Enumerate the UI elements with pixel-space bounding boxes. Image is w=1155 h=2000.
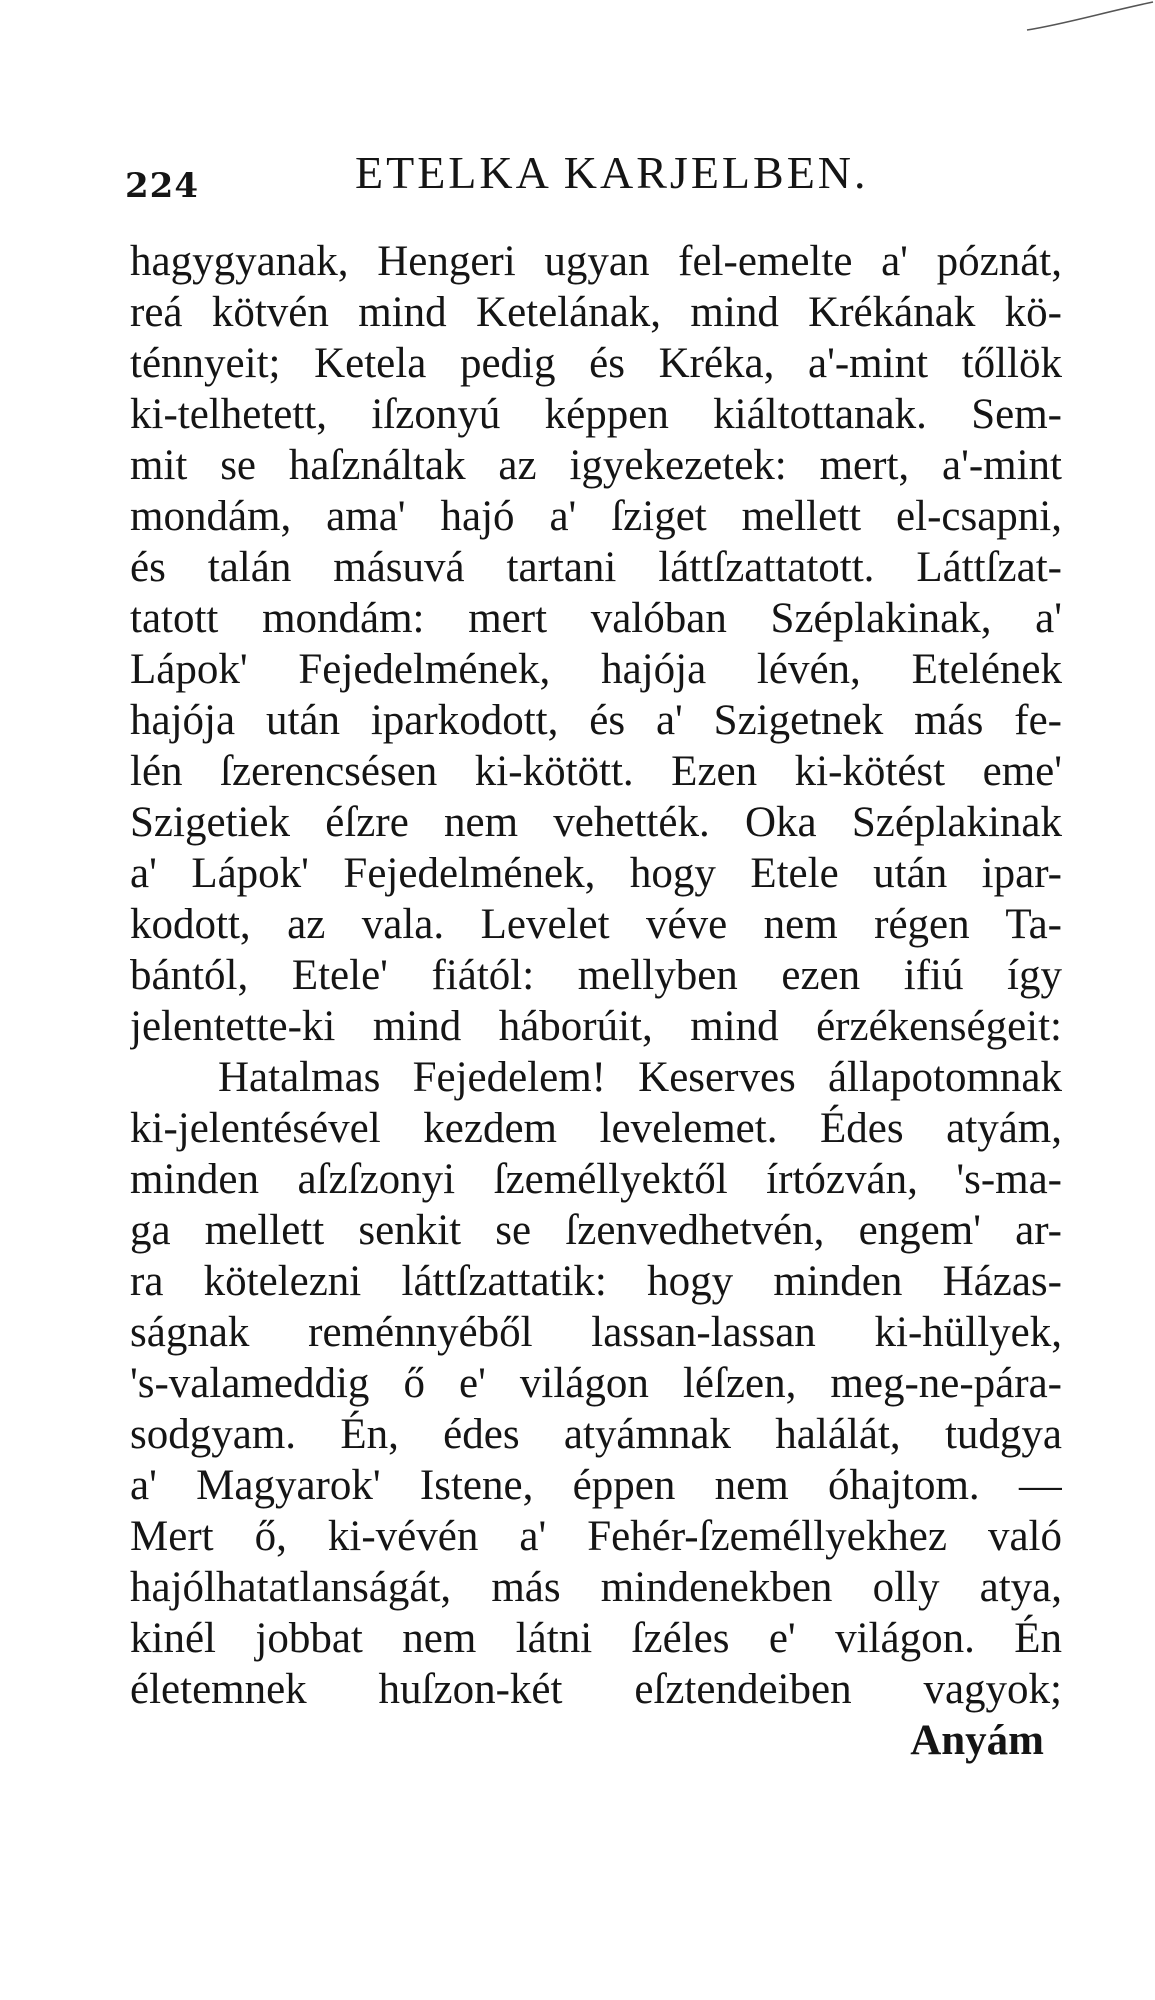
text-line: hajója után iparkodott, és a' Szigetnek más fe-: [130, 697, 1062, 744]
text-line: ki-jelentésével kezdem levelemet. Édes atyám,: [130, 1105, 1062, 1152]
catchword: Anyám: [910, 1717, 1044, 1764]
text-line: hagygyanak, Hengeri ugyan fel-emelte a' póznát,: [130, 238, 1062, 285]
text-line: 's-valameddig ő e' világon léſzen, meg-ne-pára-: [130, 1360, 1062, 1407]
text-line: reá kötvén mind Ketelának, mind Krékának kö-: [130, 289, 1062, 336]
text-line: bántól, Etele' fiától: mellyben ezen ifiú így: [130, 952, 1062, 999]
body-text: [130, 236, 1062, 1766]
text-line: és talán másuvá tartani láttſzattatott. Láttſzat-: [130, 544, 1062, 591]
page-number: 224: [125, 166, 199, 206]
text-line: jelentette-ki mind háborúit, mind érzékenségeit:: [130, 1003, 1062, 1050]
text-line: ténnyeit; Ketela pedig és Kréka, a'-mint tőllök: [130, 340, 1062, 387]
text-line: kinél jobbat nem látni ſzéles e' világon. Én: [130, 1615, 1062, 1662]
letter-opening-line: Hatalmas Fejedelem! Keserves állapotomnak: [218, 1054, 1062, 1101]
text-line: a' Magyarok' Istene, éppen nem óhajtom. —: [130, 1462, 1062, 1509]
text-line: lén ſzerencsésen ki-kötött. Ezen ki-kötést eme': [130, 748, 1062, 795]
text-line: minden aſzſzonyi ſzeméllyektől írtózván, 's-ma-: [130, 1156, 1062, 1203]
text-line: tatott mondám: mert valóban Széplakinak, a': [130, 595, 1062, 642]
text-line: ságnak reménnyéből lassan-lassan ki-hüllyek,: [130, 1309, 1062, 1356]
text-line: a' Lápok' Fejedelmének, hogy Etele után ipar-: [130, 850, 1062, 897]
text-line: életemnek huſzon-két eſztendeiben vagyok;: [130, 1666, 1062, 1713]
corner-pencil-mark: [1025, 0, 1155, 40]
text-line: hajólhatatlanságát, más mindenekben olly atya,: [130, 1564, 1062, 1611]
text-line: ra kötelezni láttſzattatik: hogy minden Házas-: [130, 1258, 1062, 1305]
text-line: mit se haſználtak az igyekezetek: mert, a'-mint: [130, 442, 1062, 489]
text-line: ki-telhetett, iſzonyú képpen kiáltottanak. Sem-: [130, 391, 1062, 438]
text-line: Mert ő, ki-vévén a' Fehér-ſzeméllyekhez való: [130, 1513, 1062, 1560]
text-line: kodott, az vala. Levelet véve nem régen Ta-: [130, 901, 1062, 948]
text-line: mondám, ama' hajó a' ſziget mellett el-csapni,: [130, 493, 1062, 540]
running-title: ETELKA KARJELBEN.: [355, 147, 869, 198]
text-line: ga mellett senkit se ſzenvedhetvén, engem' ar-: [130, 1207, 1062, 1254]
text-line: Lápok' Fejedelmének, hajója lévén, Etelének: [130, 646, 1062, 693]
text-line: sodgyam. Én, édes atyámnak halálát, tudgya: [130, 1411, 1062, 1458]
text-line: Szigetiek éſzre nem vehették. Oka Széplakinak: [130, 799, 1062, 846]
